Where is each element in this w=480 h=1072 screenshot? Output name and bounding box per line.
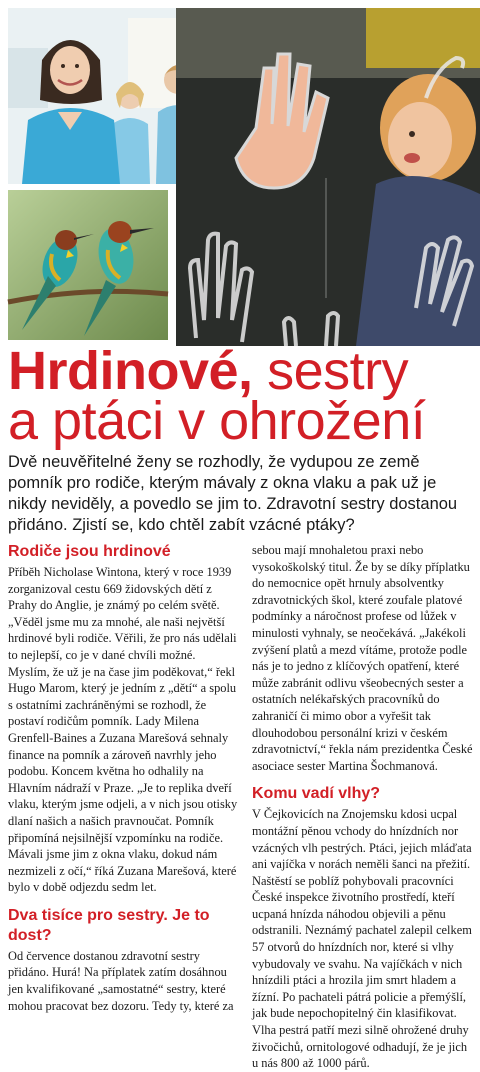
section-body-parents: Příběh Nicholase Wintona, který v roce 1939 zorganizoval cestu 669 židovských dětí z Prahy do Anglie, je známý po celém světě. „Věděl jsme mu za mnohé, ale naši největší hrdinové byli rodiče. Věřili, že pro nás udělali to nejlepší, co je v dané chvíli možné. Myslím, že už je na čase jim poděkovat,“ řekl Hugo Marom, který je jedním z „dětí“ a spolu s ostatními zachráněnými se rozhodl, že postaví rodičům pomník. Lady Milena Grenfell-Baines a Zuzana Marešová sehnaly finance na pomník a zároveň navrhly jeho podobu. Koncem května ho odhalily na Hlavním nádraží v Praze. „Je to replika dveří vlaku, kterým jsme odjeli, a v nich jsou otisky dlaní našich a našich pravnoučat. Pomník připomíná nejsilnější vzpomínku na rodiče. Mávali jsme jim z okna vlaku, dokud nám nezmizeli z očí,“ říká Zuzana Marešová, které bylo v době odjezdu sedm let. [8,565,238,895]
birds-photo [8,190,168,340]
right-column [252,542,476,1072]
memorial-hands-photo [176,8,480,346]
title-rest-line1: sestry [267,341,409,401]
section-body-bee-eaters: V Čejkovicích na Znojemsku kdosi ucpal montážní pěnou vchody do hnízdních nor vzácných vlh pestrých. Ptáci, jejich mláďata ani vajíčka v norách neměli šanci na přežití. Naštěstí se poblíž pohybovali pracovníci České inspekce životního prostředí, kteří ucpaná hnízda náhodou objevili a pěnu odstranili. Neznámý pachatel zalepil celkem 57 otvorů do hnízdních nor, které si vlhy vybudovaly ve svahu. Na vajíčkách v nich hnízdili ptáci a hrozila jim smrt hladem a žízní. Po pachateli pátrá policie a přemýšlí, jak bude nepochopitelný čin klasifikovat. Vlha pestrá patří mezi silně ohrožené druhy živočichů, ornitologové odhadují, že je jich u nás 800 až 1000 párů. [252,807,472,1071]
section-heading-bee-eaters: Komu vadí vlhy? [252,785,381,803]
section-heading-parents: Rodiče jsou hrdinové [8,543,171,560]
section-body-nurses: Od července dostanou zdravotní sestry přidáno. Hurá! Na příplatek zatím dosáhnou jen kvalifikované „samostatné“ sestry, které mohou pracovat bez dozoru. Tedy ty, které za [8,948,234,1013]
page-title [8,341,476,451]
section-body-nurses-continued: sebou mají mnohaletou praxi nebo vysokoškolský titul. Že by se díky příplatku do nemocnice opět hrnuly absolventky zdravotnických škol, které zoufale platové podmínky a náročnost profese od lůžek v minulosti vyhnaly, se neočekává. „Jakékoli zvýšení platů a mezd vítáme, protože podle nás je to jedno z klíčových opatření, které může zabránit odlivu všeobecných sester a ostatních nelékařských pracovníků do zahraničí či mimo obor a vyřešit tak dlouhodobou personální krizi v českém zdravotnictví,“ řekla nám prezidentka České asociace sester Martina Šochmanová. [252,543,473,773]
title-line2: a ptáci v ohrožení [8,391,426,451]
title-bold: Hrdinové, [8,341,253,401]
section-heading-nurses: Dva tisíce pro sestry. Je to dost? [8,906,210,944]
lead-paragraph: Dvě neuvěřitelné ženy se rozhodly, že vydupou ze země pomník pro rodiče, kterým mávaly z okna vlaku a pak už je nikdy neviděly, a povedlo se jim to. Zdravotní sestry dostanou přidáno. Zjistí se, kdo chtěl zabít vzácné ptáky? [8,453,458,534]
photo-collage [0,0,480,346]
left-column [8,542,240,1014]
